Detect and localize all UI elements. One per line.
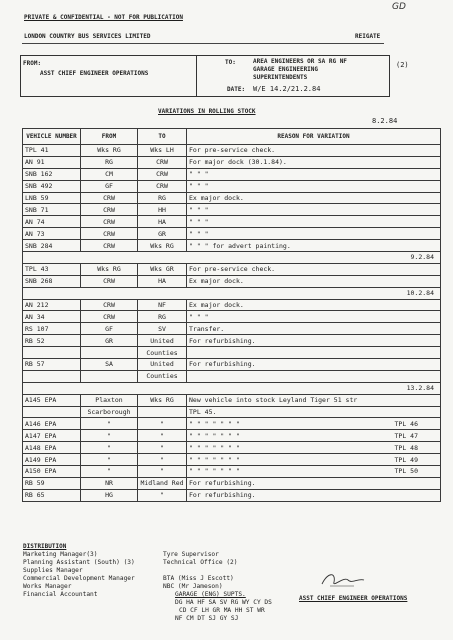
reason-text: " " " " " " " xyxy=(189,443,240,452)
reason-cell: For refurbishing. xyxy=(187,335,441,347)
date-value: W/E 14.2/21.2.84 xyxy=(253,85,321,93)
to-line-1: AREA ENGINEERS OR SA RG NF xyxy=(253,58,347,65)
table-row xyxy=(23,192,441,204)
reason-cell: For refurbishing. xyxy=(187,489,441,501)
classification-heading: PRIVATE & CONFIDENTIAL - NOT FOR PUBLICATION xyxy=(24,14,183,21)
date-cell: 9.2.84 xyxy=(23,252,441,264)
date-row xyxy=(23,382,441,394)
vehicle-cell: AN 73 xyxy=(23,228,81,240)
fleet-number-note: TPL 49 xyxy=(394,455,418,464)
table-row xyxy=(23,275,441,287)
fleet-number-note: TPL 46 xyxy=(394,419,418,428)
distribution-left-list xyxy=(23,551,135,599)
from-cell: GF xyxy=(81,180,138,192)
date-cell: 10.2.84 xyxy=(23,287,441,299)
from-cell: CRW xyxy=(81,275,138,287)
table-row xyxy=(23,180,441,192)
table-row xyxy=(23,466,441,478)
table-header-row xyxy=(23,129,441,145)
from-cell: " xyxy=(81,442,138,454)
to-cell: HA xyxy=(138,216,187,228)
from-cell: GR xyxy=(81,335,138,347)
to-cell: Midland Red xyxy=(138,477,187,489)
vehicle-cell: TPL 41 xyxy=(23,145,81,157)
table-row xyxy=(23,335,441,347)
fleet-number-note: TPL 47 xyxy=(394,431,418,440)
vehicle-cell: SNB 268 xyxy=(23,275,81,287)
vehicle-cell xyxy=(23,406,81,418)
from-cell: SA xyxy=(81,359,138,371)
reason-cell: " " " xyxy=(187,228,441,240)
to-cell: Counties xyxy=(138,370,187,382)
date-cell: 13.2.84 xyxy=(23,382,441,394)
reason-cell xyxy=(187,454,441,466)
table-row xyxy=(23,359,441,371)
reason-cell: Transfer. xyxy=(187,323,441,335)
page-ref: (2) xyxy=(396,61,409,69)
distribution-right-item xyxy=(163,567,272,575)
address-divider xyxy=(196,55,197,97)
from-cell: CRW xyxy=(81,311,138,323)
vehicle-cell xyxy=(23,370,81,382)
from-cell: " xyxy=(81,430,138,442)
location-name: REIGATE xyxy=(355,33,381,40)
from-cell: CRW xyxy=(81,216,138,228)
table-row xyxy=(23,228,441,240)
vehicle-cell: RB 57 xyxy=(23,359,81,371)
vehicle-cell: RB 59 xyxy=(23,477,81,489)
company-rule xyxy=(22,43,384,44)
to-cell: " xyxy=(138,466,187,478)
from-cell xyxy=(81,347,138,359)
vehicle-cell: A149 EPA xyxy=(23,454,81,466)
date-row xyxy=(23,252,441,264)
reason-cell xyxy=(187,466,441,478)
reason-text: " " " " " " " xyxy=(189,419,240,428)
vehicle-cell: AN 34 xyxy=(23,311,81,323)
reason-cell xyxy=(187,442,441,454)
reason-cell: " " " xyxy=(187,311,441,323)
from-cell: Wks RG xyxy=(81,145,138,157)
reason-text: " " " " " " " xyxy=(189,455,240,464)
distribution-left-item: Supplies Manager xyxy=(23,567,83,574)
reason-cell: For pre-service check. xyxy=(187,145,441,157)
reason-cell: " " " for advert painting. xyxy=(187,240,441,252)
to-cell: Counties xyxy=(138,347,187,359)
reason-text: " " " " " " " xyxy=(189,431,240,440)
to-cell: United xyxy=(138,335,187,347)
vehicle-cell: RS 107 xyxy=(23,323,81,335)
to-cell: Wks RG xyxy=(138,240,187,252)
to-cell: HA xyxy=(138,275,187,287)
to-cell: " xyxy=(138,430,187,442)
from-cell: GF xyxy=(81,323,138,335)
reason-cell: Ex major dock. xyxy=(187,275,441,287)
reason-cell: For refurbishing. xyxy=(187,477,441,489)
reason-cell: Ex major dock. xyxy=(187,299,441,311)
vehicle-cell: SNB 284 xyxy=(23,240,81,252)
fleet-number-note: TPL 50 xyxy=(394,467,418,476)
to-cell: GR xyxy=(138,228,187,240)
signatory-title: ASST CHIEF ENGINEER OPERATIONS xyxy=(299,595,408,602)
first-date: 8.2.84 xyxy=(372,117,398,125)
vehicle-cell: SNB 492 xyxy=(23,180,81,192)
to-cell: RG xyxy=(138,311,187,323)
from-cell: HG xyxy=(81,489,138,501)
reason-cell xyxy=(187,430,441,442)
vehicle-cell: A145 EPA xyxy=(23,394,81,406)
vehicle-cell: A146 EPA xyxy=(23,418,81,430)
to-header: TO xyxy=(138,129,187,145)
distribution-right-item: GARAGE (ENG) SUPTS. xyxy=(175,591,246,598)
table-row xyxy=(23,347,441,359)
to-cell: CRW xyxy=(138,180,187,192)
reason-cell: Ex major dock. xyxy=(187,192,441,204)
vehicle-cell: A150 EPA xyxy=(23,466,81,478)
table-row xyxy=(23,477,441,489)
vehicle-cell: AN 91 xyxy=(23,156,81,168)
vehicle-cell: TPL 43 xyxy=(23,263,81,275)
vehicle-number-header: VEHICLE NUMBER xyxy=(23,129,81,145)
distribution-right-item: BTA (Miss J Escott) xyxy=(163,575,234,582)
reason-cell: TPL 45. xyxy=(187,406,441,418)
table-row xyxy=(23,168,441,180)
distribution-right-item: CD CF LH GR MA HH ST WR xyxy=(179,607,265,614)
table-body xyxy=(23,145,441,502)
to-cell xyxy=(138,406,187,418)
distribution-right-item: NF CM DT SJ GY SJ xyxy=(175,615,239,622)
to-cell: Wks LH xyxy=(138,145,187,157)
reason-cell: For pre-service check. xyxy=(187,263,441,275)
table-row xyxy=(23,263,441,275)
from-cell: Scarborough xyxy=(81,406,138,418)
from-cell: Wks RG xyxy=(81,263,138,275)
vehicle-cell: RB 52 xyxy=(23,335,81,347)
to-cell: Wks RG xyxy=(138,394,187,406)
vehicle-cell xyxy=(23,347,81,359)
reason-cell: " " " xyxy=(187,168,441,180)
to-cell: " xyxy=(138,418,187,430)
from-cell: CRW xyxy=(81,228,138,240)
reason-cell: " " " xyxy=(187,204,441,216)
table-row xyxy=(23,216,441,228)
from-cell: CM xyxy=(81,168,138,180)
signature-mark xyxy=(318,568,368,590)
table-row xyxy=(23,430,441,442)
distribution-right-item: NBC (Mr Jameson) xyxy=(163,583,223,590)
from-cell: CRW xyxy=(81,204,138,216)
vehicle-cell: SNB 71 xyxy=(23,204,81,216)
table-row xyxy=(23,299,441,311)
from-cell: Plaxton xyxy=(81,394,138,406)
from-cell: " xyxy=(81,454,138,466)
distribution-right-item: Tyre Supervisor xyxy=(163,551,219,558)
table-row xyxy=(23,454,441,466)
to-cell: CRW xyxy=(138,168,187,180)
vehicle-cell: A148 EPA xyxy=(23,442,81,454)
from-cell: " xyxy=(81,466,138,478)
distribution-right-item: Technical Office (2) xyxy=(163,559,238,566)
table-row xyxy=(23,489,441,501)
to-line-2: GARAGE ENGINEERING xyxy=(253,66,319,73)
table-row xyxy=(23,394,441,406)
table-row xyxy=(23,418,441,430)
distribution-left-item: Planning Assistant (South) (3) xyxy=(23,559,135,566)
vehicle-cell: AN 74 xyxy=(23,216,81,228)
document-title: VARIATIONS IN ROLLING STOCK xyxy=(158,108,256,115)
from-cell: CRW xyxy=(81,192,138,204)
to-cell: " xyxy=(138,454,187,466)
from-cell: CRW xyxy=(81,240,138,252)
date-label: DATE: xyxy=(227,86,246,93)
table-row xyxy=(23,323,441,335)
vehicle-cell: SNB 162 xyxy=(23,168,81,180)
distribution-right-list xyxy=(163,551,272,623)
from-cell: RG xyxy=(81,156,138,168)
vehicle-cell: RB 65 xyxy=(23,489,81,501)
table-row xyxy=(23,204,441,216)
to-cell: CRW xyxy=(138,156,187,168)
to-cell: " xyxy=(138,442,187,454)
to-cell: RG xyxy=(138,192,187,204)
fleet-number-note: TPL 48 xyxy=(394,443,418,452)
to-cell: HH xyxy=(138,204,187,216)
table-row xyxy=(23,145,441,157)
reason-cell: " " " xyxy=(187,216,441,228)
from-cell: " xyxy=(81,418,138,430)
to-cell: " xyxy=(138,489,187,501)
from-header: FROM xyxy=(81,129,138,145)
from-cell: NR xyxy=(81,477,138,489)
to-label: TO: xyxy=(225,59,236,66)
company-name: LONDON COUNTRY BUS SERVICES LIMITED xyxy=(24,33,151,40)
reason-cell xyxy=(187,418,441,430)
vehicle-cell: LNB 59 xyxy=(23,192,81,204)
to-line-3: SUPERINTENDENTS xyxy=(253,74,308,81)
table-row xyxy=(23,442,441,454)
distribution-heading: DISTRIBUTION xyxy=(23,543,67,550)
reason-cell: For major dock (30.1.84). xyxy=(187,156,441,168)
table-row xyxy=(23,370,441,382)
to-cell: United xyxy=(138,359,187,371)
distribution-left-item: Commercial Development Manager xyxy=(23,575,135,582)
reason-text: " " " " " " " xyxy=(189,467,240,476)
table-row xyxy=(23,406,441,418)
reason-header: REASON FOR VARIATION xyxy=(187,129,441,145)
reason-cell xyxy=(187,347,441,359)
to-cell: SV xyxy=(138,323,187,335)
from-label: FROM: xyxy=(23,60,42,67)
distribution-left-item: Financial Accountant xyxy=(23,591,98,598)
distribution-left-item: Works Manager xyxy=(23,583,72,590)
to-cell: Wks GR xyxy=(138,263,187,275)
from-cell xyxy=(81,370,138,382)
reason-cell: New vehicle into stock Leyland Tiger 51 str xyxy=(187,394,441,406)
from-value: ASST CHIEF ENGINEER OPERATIONS xyxy=(40,70,149,77)
from-cell: CRW xyxy=(81,299,138,311)
date-row xyxy=(23,287,441,299)
reason-cell: For refurbishing. xyxy=(187,359,441,371)
table-row xyxy=(23,240,441,252)
reason-cell xyxy=(187,370,441,382)
corner-note: GD xyxy=(392,2,406,12)
reason-cell: " " " xyxy=(187,180,441,192)
distribution-right-item: DG HA HF SA SV RG WY CY DS xyxy=(175,599,272,606)
rolling-stock-table xyxy=(22,128,441,502)
distribution-left-item: Marketing Manager(3) xyxy=(23,551,98,558)
to-cell: NF xyxy=(138,299,187,311)
table-row xyxy=(23,311,441,323)
vehicle-cell: AN 212 xyxy=(23,299,81,311)
vehicle-cell: A147 EPA xyxy=(23,430,81,442)
table-row xyxy=(23,156,441,168)
